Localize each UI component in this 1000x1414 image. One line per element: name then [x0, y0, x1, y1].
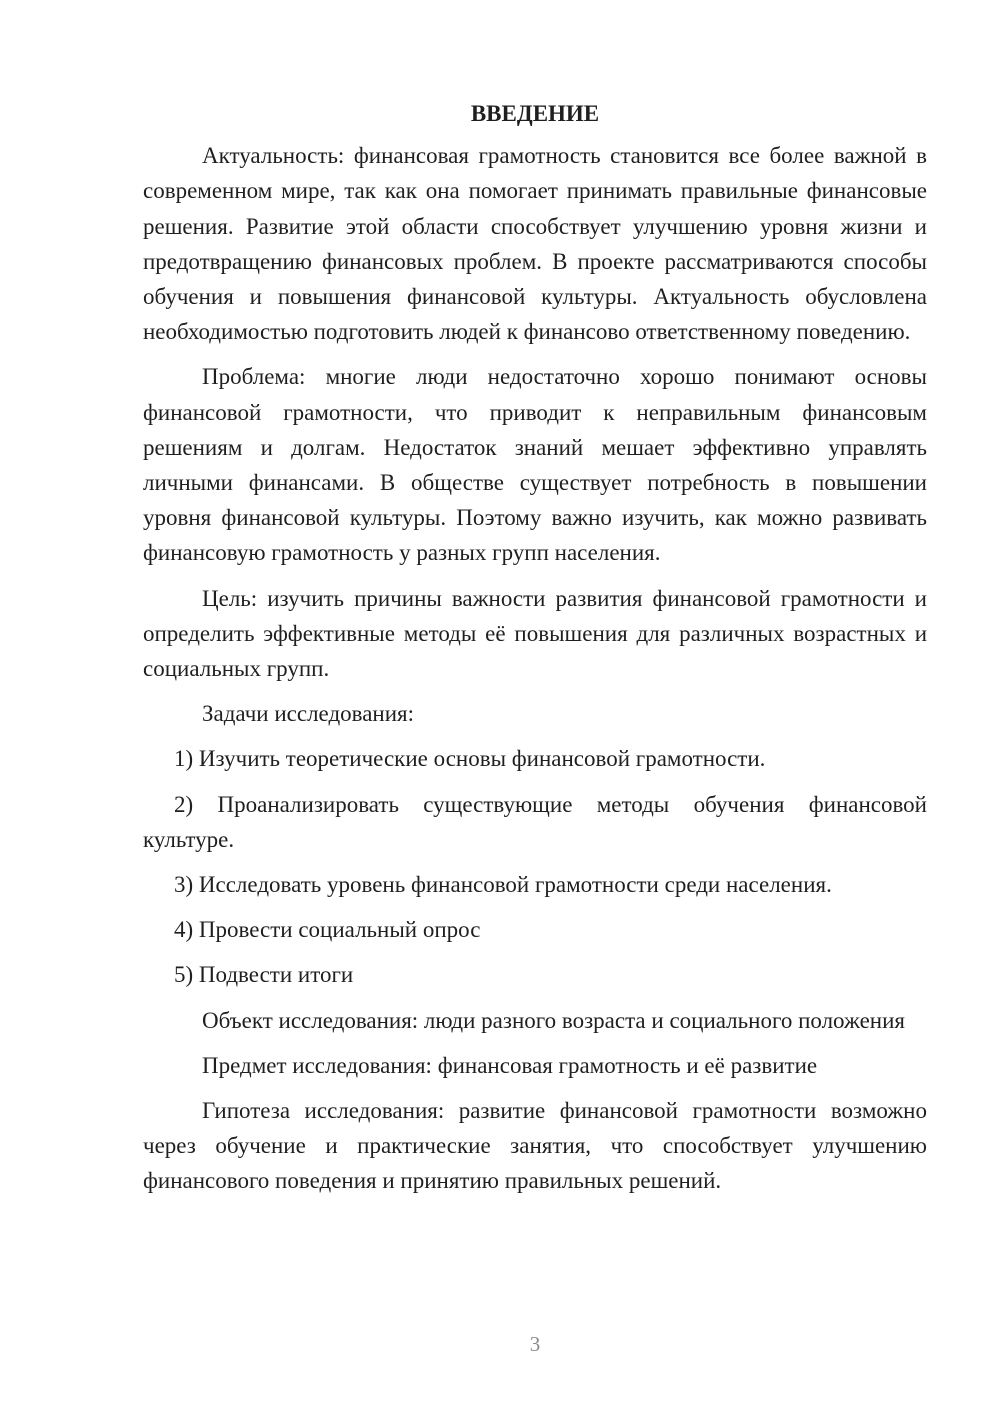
page-title: ВВЕДЕНИЕ: [470, 101, 600, 126]
task-item: 5) Подвести итоги: [174, 962, 354, 988]
object-paragraph: Объект исследования: люди разного возраста и социального положения: [202, 1007, 905, 1033]
goal-paragraph: Цель: изучить причины важности развития финансовой грамотности и определить эффективные методы её повышения для различных возрастных и социальных групп.: [143, 585, 927, 682]
page-body: [143, 96, 927, 1209]
task-item: 2) Проанализировать существующие методы обучения финансовой культуре.: [143, 791, 927, 852]
tasks-list: [143, 741, 927, 992]
hypothesis-paragraph: Гипотеза исследования: развитие финансовой грамотности возможно через обучение и практические занятия, что способствует улучшению финансового поведения и принятию правильных решений.: [143, 1098, 927, 1194]
subject-paragraph: Предмет исследования: финансовая грамотность и её развитие: [202, 1052, 818, 1078]
problem-paragraph: Проблема: многие люди недостаточно хорошо понимают основы финансовой грамотности, что приводит к неправильным финансовым решениям и долгам. Недостаток знаний мешает эффективно управлять личными финансами. В обществе существует потребность в повышении уровня финансовой культуры. Поэтому важно изучить, как можно развивать финансовую грамотность у разных групп населения.: [143, 364, 927, 566]
tasks-heading: Задачи исследования:: [202, 701, 415, 727]
page-number: 3: [529, 1332, 541, 1356]
task-item: 4) Провести социальный опрос: [174, 917, 481, 943]
task-item: 1) Изучить теоретические основы финансовой грамотности.: [174, 746, 766, 772]
relevance-paragraph: Актуальность: финансовая грамотность становится все более важной в современном мире, так как она помогает принимать правильные финансовые решения. Развитие этой области способствует улучшению уровня жизни и предотвращению финансовых проблем. В проекте рассматриваются способы обучения и повышения финансовой культуры. Актуальность обусловлена необходимостью подготовить людей к финансово ответственному поведению.: [143, 143, 927, 345]
task-item: 3) Исследовать уровень финансовой грамотности среди населения.: [174, 872, 832, 898]
